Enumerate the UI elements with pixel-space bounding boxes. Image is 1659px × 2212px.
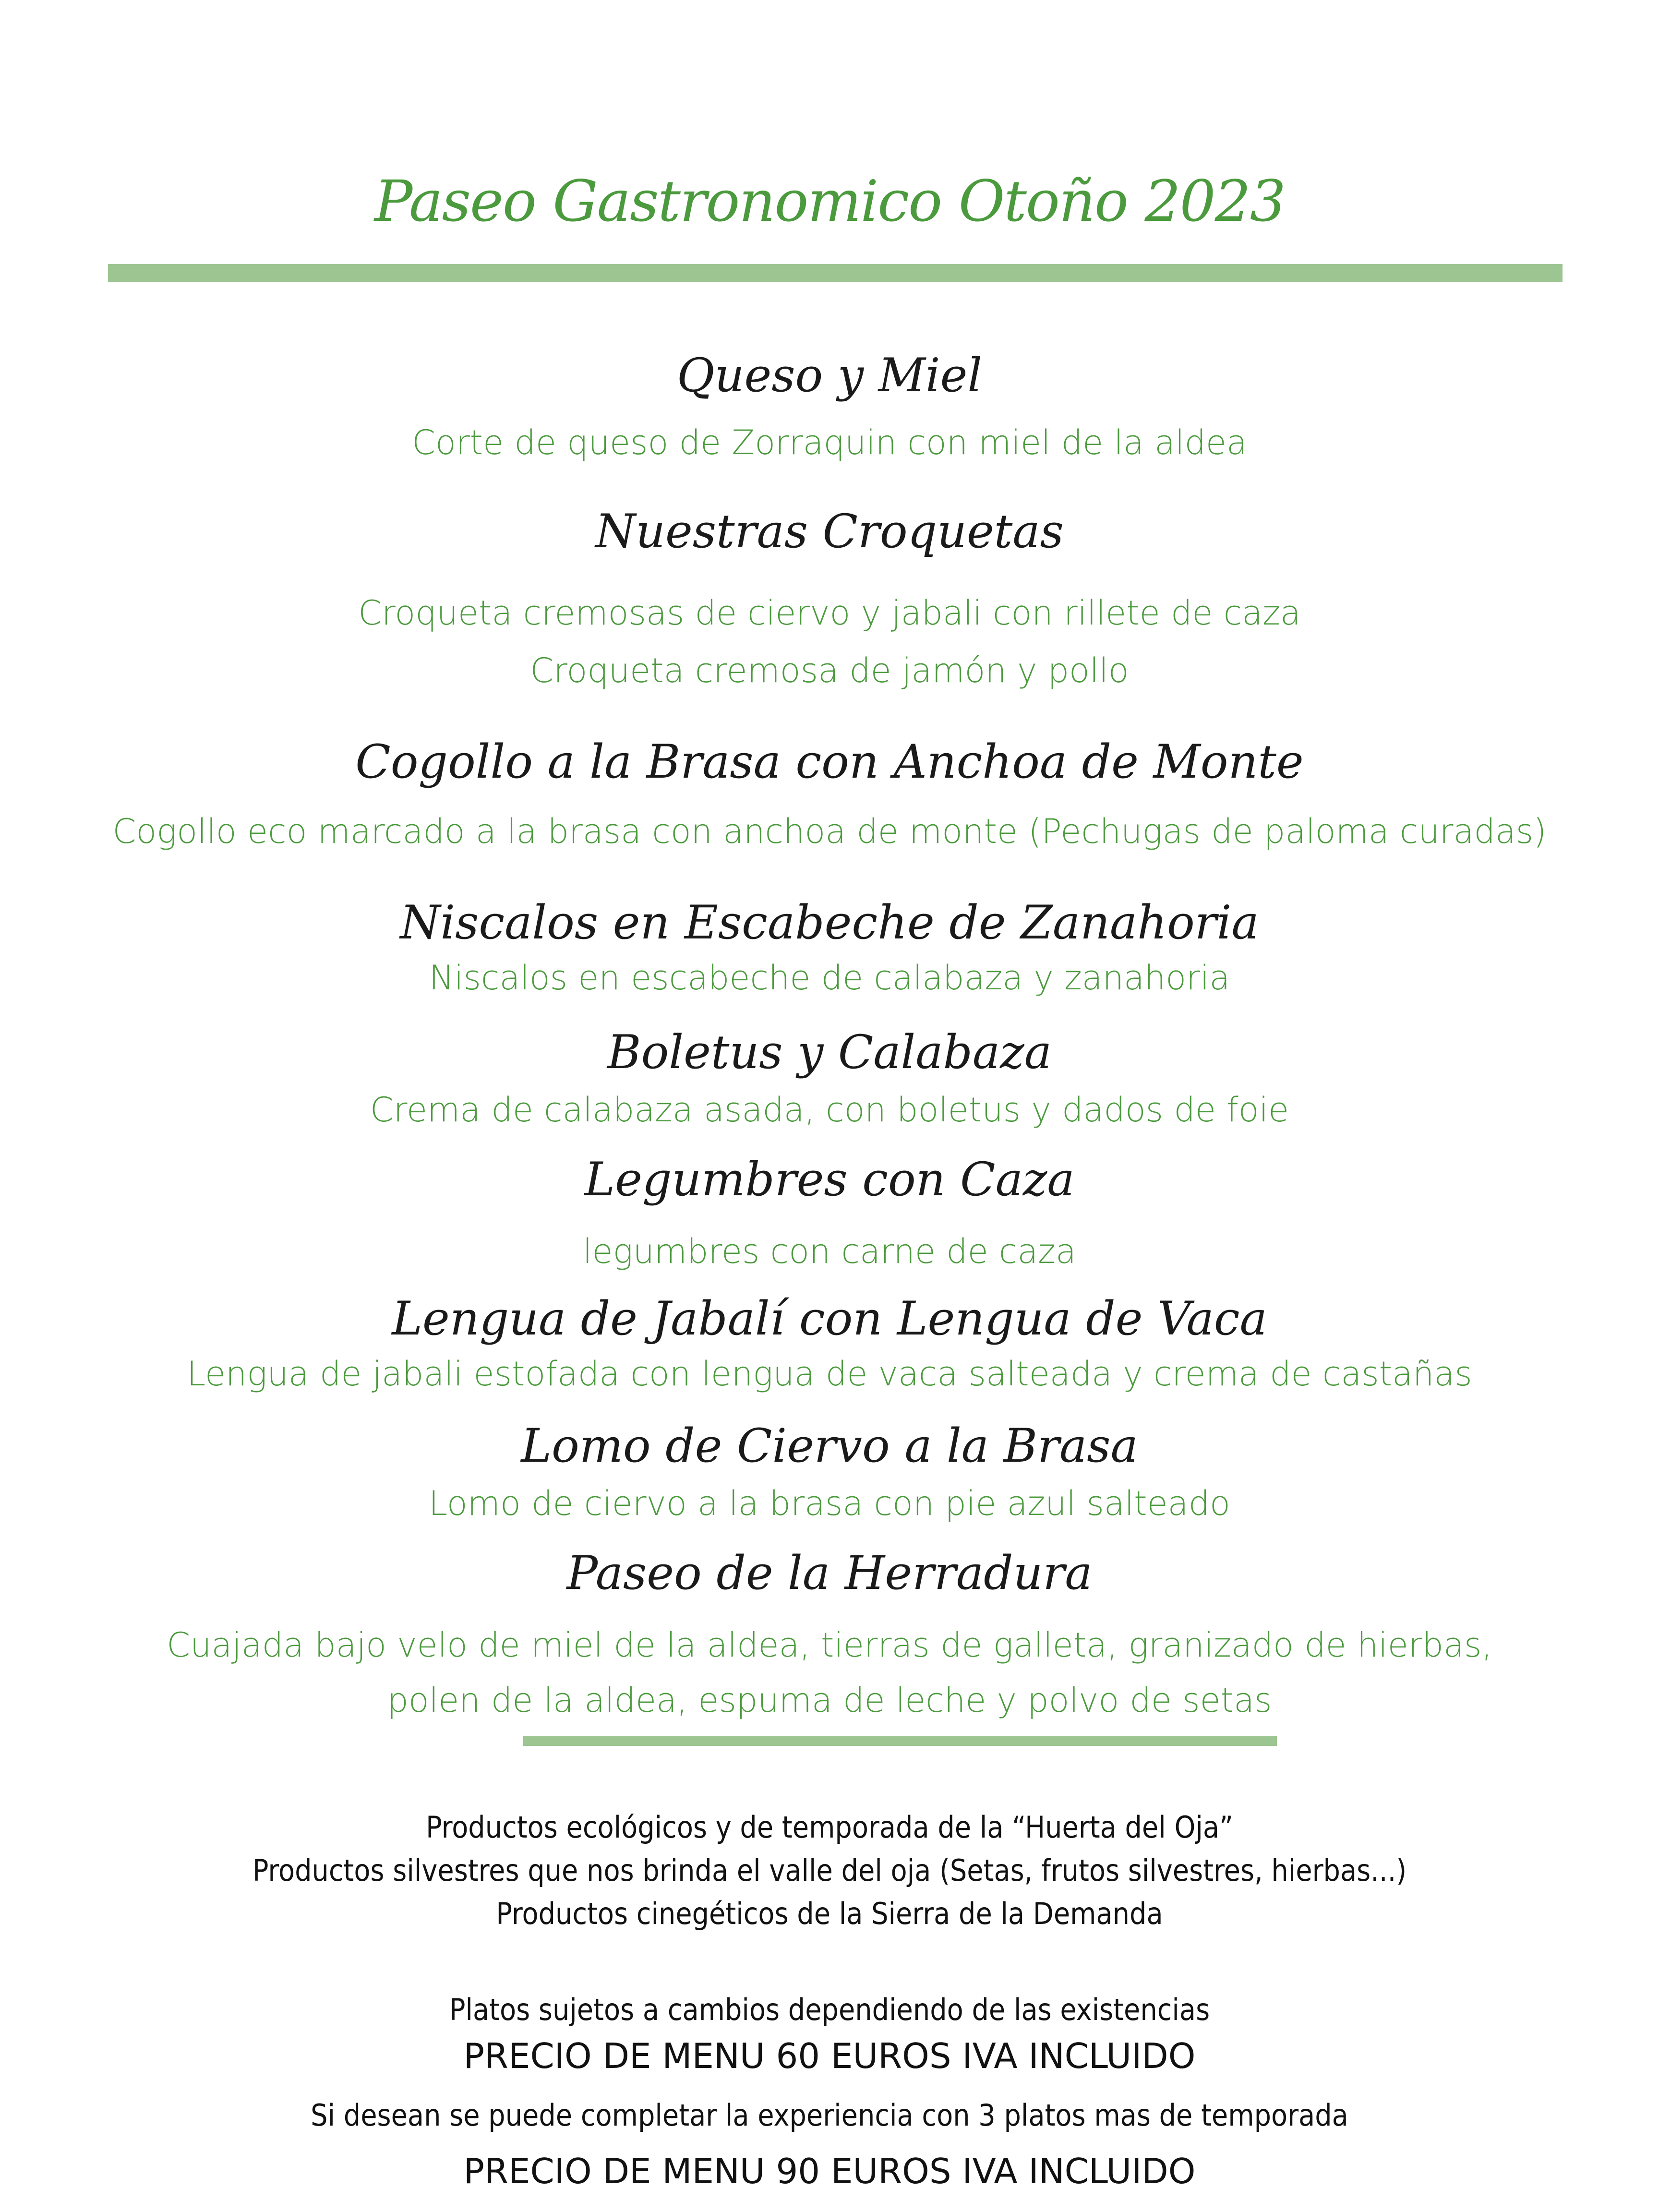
dish-title: Niscalos en Escabeche de Zanahoria (400, 896, 1259, 950)
dish-title: Nuestras Croquetas (595, 505, 1064, 558)
menu-price-extended: PRECIO DE MENU 90 EUROS IVA INCLUIDO (463, 2151, 1196, 2191)
dish-title: Boletus y Calabaza (607, 1025, 1052, 1079)
dish-title: Paseo de la Herradura (566, 1546, 1093, 1600)
dish-title: Cogollo a la Brasa con Anchoa de Monte (355, 735, 1304, 789)
product-note: Productos cinegéticos de la Sierra de la Demanda (496, 1896, 1163, 1931)
dish-description: Cuajada bajo velo de miel de la aldea, tierras de galleta, granizado de hierbas, (167, 1625, 1492, 1665)
top-divider (108, 264, 1563, 282)
dish-description: legumbres con carne de caza (583, 1232, 1076, 1271)
dish-title: Lengua de Jabalí con Lengua de Vaca (392, 1292, 1267, 1346)
product-note: Productos ecológicos y de temporada de la “Huerta del Oja” (426, 1810, 1233, 1845)
dish-description: Lengua de jabali estofada con lengua de vaca salteada y crema de castañas (187, 1354, 1472, 1394)
dish-description: Croqueta cremosas de ciervo y jabali con rillete de caza (358, 593, 1301, 633)
dish-title: Legumbres con Caza (584, 1153, 1075, 1206)
page-title: Paseo Gastronomico Otoño 2023 (374, 168, 1285, 234)
dish-title: Lomo de Ciervo a la Brasa (521, 1419, 1138, 1473)
dish-description: Crema de calabaza asada, con boletus y dados de foie (370, 1090, 1289, 1130)
dish-title: Queso y Miel (676, 349, 983, 402)
extra-note: Si desean se puede completar la experiencia con 3 platos mas de temporada (311, 2098, 1348, 2133)
dish-description: polen de la aldea, espuma de leche y polvo de setas (387, 1681, 1272, 1720)
dish-description: Lomo de ciervo a la brasa con pie azul salteado (429, 1484, 1230, 1523)
bottom-divider (523, 1736, 1277, 1746)
dish-description: Corte de queso de Zorraquin con miel de la aldea (412, 423, 1247, 462)
dish-description: Niscalos en escabeche de calabaza y zanahoria (429, 958, 1230, 998)
menu-price: PRECIO DE MENU 60 EUROS IVA INCLUIDO (463, 2036, 1196, 2076)
dish-description: Croqueta cremosa de jamón y pollo (530, 651, 1129, 690)
dish-description: Cogollo eco marcado a la brasa con anchoa de monte (Pechugas de paloma curadas) (112, 812, 1547, 851)
product-note: Productos silvestres que nos brinda el valle del oja (Setas, frutos silvestres, hierbas...) (252, 1853, 1407, 1888)
changes-note: Platos sujetos a cambios dependiendo de las existencias (449, 1992, 1210, 2027)
